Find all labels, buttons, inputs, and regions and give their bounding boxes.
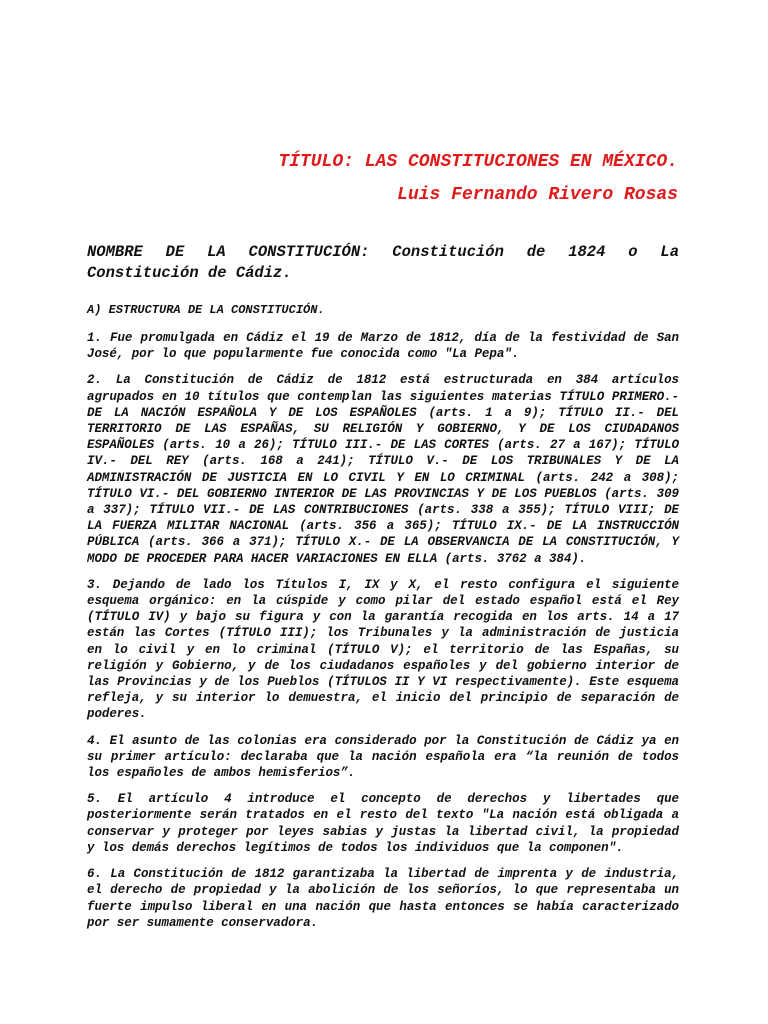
section-heading: A) ESTRUCTURA DE LA CONSTITUCIÓN. — [87, 303, 325, 317]
paragraph-6: 6. La Constitución de 1812 garantizaba la libertad de imprenta y de industria, el derecho de propiedad y la abolición de los señoríos, lo que representaba un fuerte impulso liberal en una nación que hasta entonces se había caracterizado por ser sumamente conservadora. — [87, 867, 679, 930]
document-body — [87, 242, 679, 941]
document-header — [278, 146, 678, 212]
paragraph-4: 4. El asunto de las colonias era considerado por la Constitución de Cádiz ya en su primer artículo: declaraba que la nación española era “la reunión de todos los españoles de ambos hemisferios”. — [87, 733, 679, 781]
constitution-name: NOMBRE DE LA CONSTITUCIÓN: Constitución de 1824 o La Constitución de Cádiz. — [87, 243, 679, 282]
paragraph-3: 3. Dejando de lado los Títulos I, IX y X, el resto configura el siguiente esquema orgánico: en la cúspide y como pilar del estado español está el Rey (TÍTULO IV) y bajo su figura y con la garantía recogida en los arts. 14 a 17 están las Cortes (TÍTULO III); los Tribunales y la administración de justicia en lo civil y en lo criminal (TÍTULO V); el territorio de las Españas, su religión y Gobierno, y de los ciudadanos españoles y del gobierno interior de las Provincias y de los Pueblos (TÍTULOS II Y VI respectivamente). Este esquema refleja, y su interior lo demuestra, el inicio del principio de separación de poderes. — [87, 577, 679, 722]
paragraph-5: 5. El artículo 4 introduce el concepto de derechos y libertades que posteriormente serán tratados en el resto del texto "La nación está obligada a conservar y proteger por leyes sabias y justas la libertad civil, la propiedad y los demás derechos legítimos de todos los individuos que la componen". — [87, 792, 679, 855]
paragraph-2: 2. La Constitución de Cádiz de 1812 está estructurada en 384 artículos agrupados en 10 títulos que contemplan las siguientes materias TÍTULO PRIMERO.- DE LA NACIÓN ESPAÑOLA Y DE LOS ESPAÑOLES (arts. 1 a 9); TÍTULO II.- DEL TERRITORIO DE LAS ESPAÑAS, SU RELIGIÓN Y GOBIERNO, Y DE LOS CIUDADANOS ESPAÑOLES (arts. 10 a 26); TÍTULO III.- DE LAS CORTES (arts. 27 a 167); TÍTULO IV.- DEL REY (arts. 168 a 241); TÍTULO V.- DE LOS TRIBUNALES Y DE LA ADMINISTRACIÓN DE JUSTICIA EN LO CIVIL Y EN LO CRIMINAL (arts. 242 a 308); TÍTULO VI.- DEL GOBIERNO INTERIOR DE LAS PROVINCIAS Y DE LOS PUEBLOS (arts. 309 a 337); TÍTULO VII.- DE LAS CONTRIBUCIONES (arts. 338 a 355); TÍTULO VIII; DE LA FUERZA MILITAR NACIONAL (arts. 356 a 365); TÍTULO IX.- DE LA INSTRUCCIÓN PÚBLICA (arts. 366 a 371); TÍTULO X.- DE LA OBSERVANCIA DE LA CONSTITUCIÓN, Y MODO DE PROCEDER PARA HACER VARIACIONES EN ELLA (arts. 3762 a 384). — [87, 373, 679, 566]
document-title: TÍTULO: LAS CONSTITUCIONES EN MÉXICO. — [278, 152, 678, 172]
paragraph-1: 1. Fue promulgada en Cádiz el 19 de Marzo de 1812, día de la festividad de San José, por lo que popularmente fue conocida como "La Pepa". — [87, 331, 679, 362]
author-name: Luis Fernando Rivero Rosas — [397, 185, 678, 205]
